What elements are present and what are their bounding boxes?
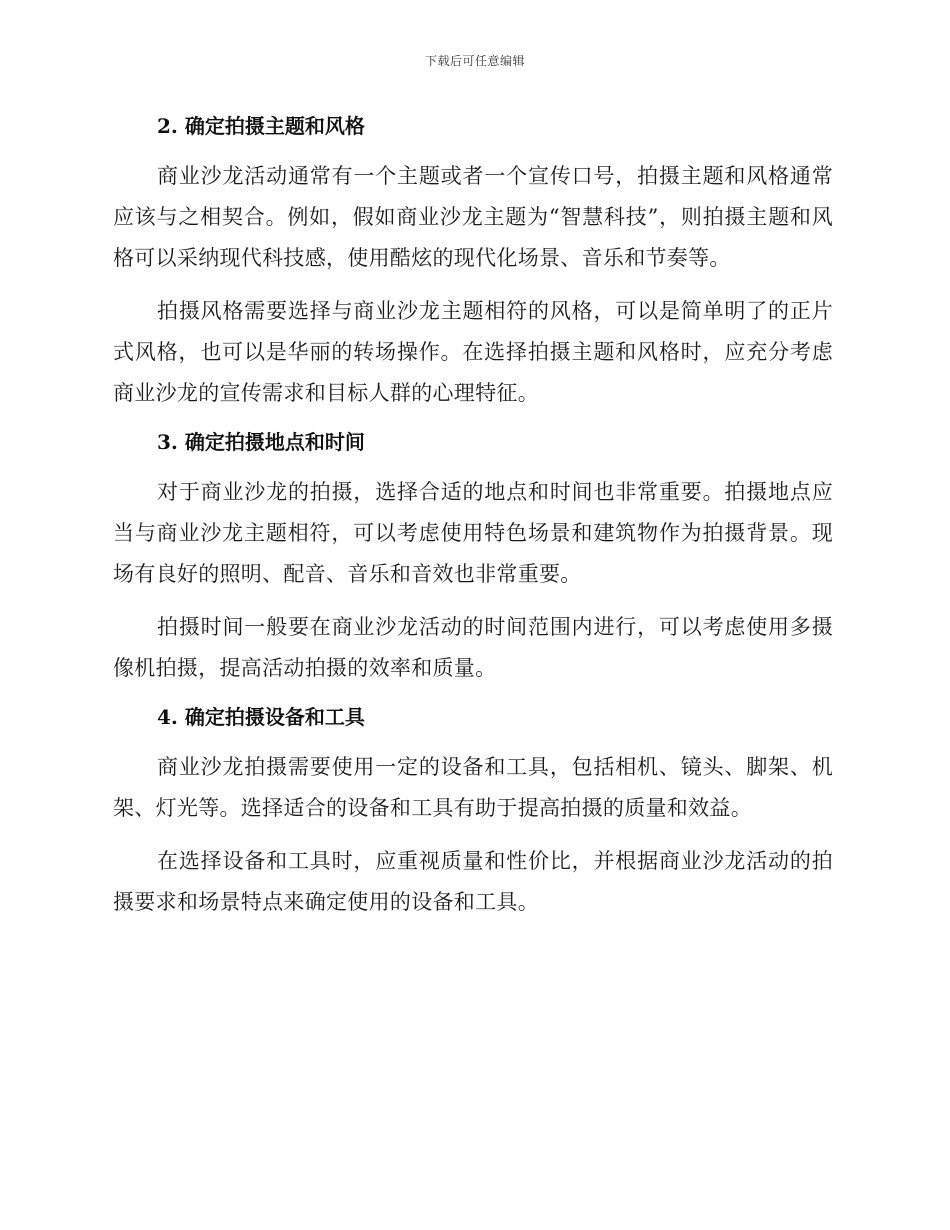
paragraph: 在选择设备和工具时，应重视质量和性价比，并根据商业沙龙活动的拍摄要求和场景特点来确定使用的设备和工具。 bbox=[113, 849, 833, 914]
paragraph: 拍摄时间一般要在商业沙龙活动的时间范围内进行，可以考虑使用多摄像机拍摄，提高活动拍摄的效率和质量。 bbox=[113, 615, 833, 680]
section-heading: 4. 确定拍摄设备和工具 bbox=[157, 705, 365, 729]
document-body bbox=[113, 110, 833, 935]
section-shooting-theme bbox=[113, 110, 833, 414]
section-equipment-tools bbox=[113, 701, 833, 923]
paragraph: 商业沙龙活动通常有一个主题或者一个宣传口号，拍摄主题和风格通常应该与之相契合。例如，假如商业沙龙主题为“智慧科技”，则拍摄主题和风格可以采纳现代科技感，使用酷炫的现代化场景、音乐和节奏等。 bbox=[113, 164, 833, 270]
paragraph: 拍摄风格需要选择与商业沙龙主题相符的风格，可以是简单明了的正片式风格，也可以是华丽的转场操作。在选择拍摄主题和风格时，应充分考虑商业沙龙的宣传需求和目标人群的心理特征。 bbox=[113, 299, 833, 405]
section-heading: 2. 确定拍摄主题和风格 bbox=[157, 114, 365, 138]
paragraph: 商业沙龙拍摄需要使用一定的设备和工具，包括相机、镜头、脚架、机架、灯光等。选择适合的设备和工具有助于提高拍摄的质量和效益。 bbox=[113, 755, 833, 820]
section-heading: 3. 确定拍摄地点和时间 bbox=[157, 430, 365, 454]
paragraph: 对于商业沙龙的拍摄，选择合适的地点和时间也非常重要。拍摄地点应当与商业沙龙主题相符，可以考虑使用特色场景和建筑物作为拍摄背景。现场有良好的照明、配音、音乐和音效也非常重要。 bbox=[113, 480, 833, 586]
page-header: 下载后可任意编辑 bbox=[424, 54, 525, 68]
section-location-time bbox=[113, 426, 833, 689]
